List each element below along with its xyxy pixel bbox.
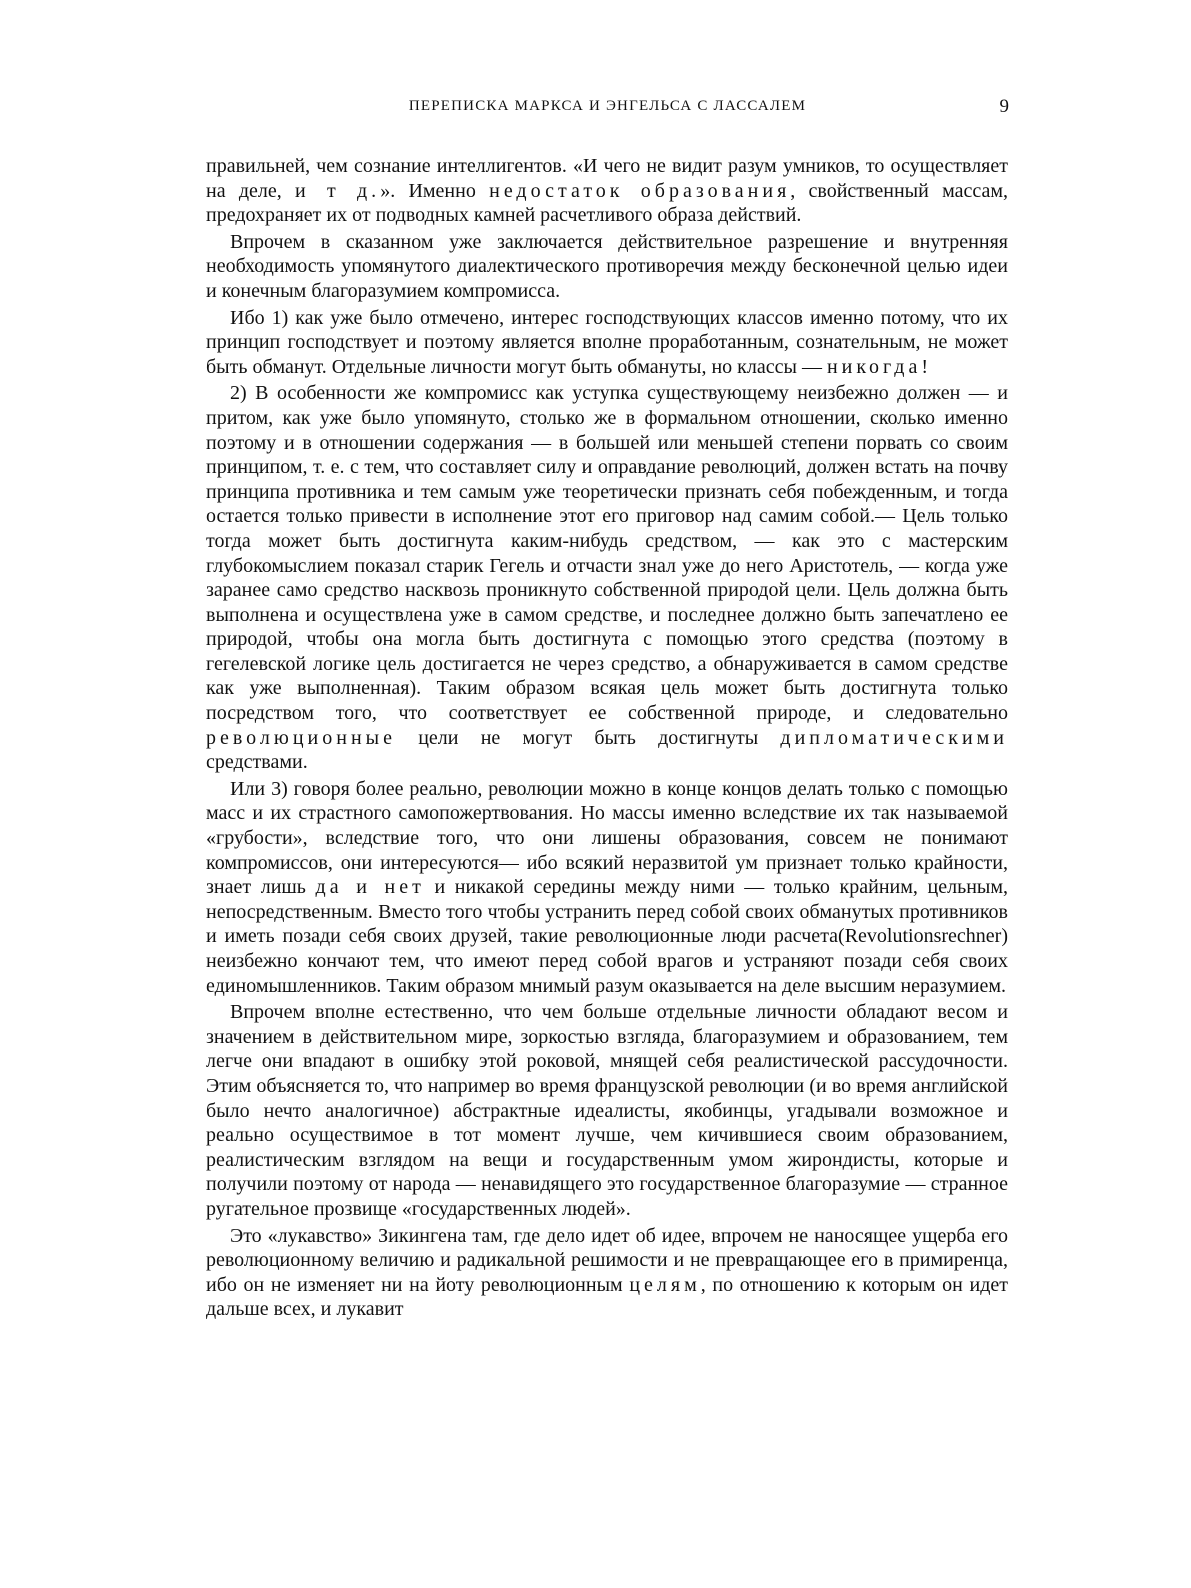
spaced-emphasis: целям [629, 1273, 701, 1296]
paragraph-3 [206, 306, 1008, 380]
text-run: Ибо 1) как уже было отмечено, интерес господствующих классов именно потому, что их принцип господствует и поэтому является вполне проработанным, сознательным, не может быть обманут. Отдельные личности могут быть обмануты, но классы — [206, 306, 1008, 378]
spaced-emphasis: да и нет [315, 876, 425, 899]
text-run: цели не могут быть достигнуты [395, 726, 781, 749]
paragraph-1 [206, 154, 1008, 228]
paragraph-4 [206, 381, 1008, 775]
spaced-emphasis: революционные [206, 726, 396, 749]
spaced-emphasis: никогда [826, 355, 922, 378]
text-run: , по отношению к которым он идет дальше всех, и лукавит [206, 1273, 1009, 1321]
paragraph-5 [206, 777, 1008, 998]
text-run: ». Именно [380, 179, 490, 202]
running-title: ПЕРЕПИСКА МАРКСА И ЭНГЕЛЬСА С ЛАССАЛЕМ [408, 98, 807, 114]
body-text [206, 154, 1008, 1324]
page-number: 9 [999, 96, 1009, 117]
text-run: ! [921, 355, 928, 378]
paragraph-2: Впрочем в сказанном уже заключается действительное разрешение и внутренняя необходимость упомянутого диалектического противоречия между бесконечной целью идеи и конечным благоразумием компромисса. [206, 230, 1008, 302]
text-run: средствами. [206, 751, 308, 774]
text-run: Или 3) говоря более реально, революции можно в конце концов делать только с помощью масс и их страстного самопожертвования. Но массы именно вследствие их так называемой «грубости», вследствие того, что они лишены образования, совсем не понимают компромиссов, они интересуются— ибо всякий неразвитой ум признает только крайности, знает лишь [206, 777, 1008, 899]
spaced-emphasis: недостаток образования [489, 179, 791, 202]
text-run: Это «лукавство» Зикингена там, где дело идет об идее, впрочем не наносящее ущерба его революционному величию и радикальной решимости и не превращающее его в примиренца, ибо он не изменяет ни на йоту революционным [206, 1224, 1008, 1296]
text-run: , свойственный массам, предохраняет их от подводных камней расчетливого образа действий. [206, 179, 1008, 227]
paragraph-6: Впрочем вполне естественно, что чем больше отдельные личности обладают весом и значением в действительном мире, зоркостью взгляда, благоразумием и образованием, тем легче они впадают в ошибку этой роковой, мнящей себя реалистической рассудочности. Этим объясняется то, что например во время французской революции (и во время английской было нечто аналогичное) абстрактные идеалисты, якобинцы, угадывали возможное и реально осуществимое в тот момент лучше, чем кичившиеся своим образованием, реалистическим взглядом на вещи и государственным умом жирондисты, которые и получили поэтому от народа — ненавидящего это государственное благоразумие — странное ругательное прозвище «государственных людей». [206, 1001, 1008, 1220]
text-run: и никакой середины между ними — только крайним, цельным, непосредственным. Вместо того чтобы устранить перед собой своих обманутых противников и иметь позади себя своих друзей, такие революционные люди расчета(Revolutionsrechner) неизбежно кончают тем, что имеют перед собой врагов и устраняют позади себя своих единомышленников. Таким образом мнимый разум оказывается на деле высшим неразумием. [206, 876, 1008, 997]
text-run: правильней, чем сознание интеллигентов. «И чего не видит разум умников, то осуществляет на деле, [206, 155, 1008, 202]
paragraph-7 [206, 1224, 1008, 1322]
running-header [206, 98, 1009, 126]
spaced-emphasis: и т д. [295, 179, 381, 202]
text-run: 2) В особенности же компромисс как уступка существующему неизбежно должен — и притом, как уже было упомянуто, столько же в формальном отношении, сколько именно поэтому и в отношении содержания — в большей или меньшей степени порвать со своим принципом, т. е. с тем, что составляет силу и оправдание революций, должен встать на почву принципа противника и тем самым уже теоретически признать себя побежденным, и тогда остается только привести в исполнение этот его приговор над самим собой.— Цель только тогда может быть достигнута каким-нибудь средством, — как это с мастерским глубокомыслием показал старик Гегель и отчасти знал уже до него Аристотель, — когда уже заранее само средство насквозь проникнуто собственной природой цели. Цель должна быть выполнена и осуществлена уже в самом средстве, и последнее должно быть запечатлено ее природой, чтобы она могла быть достигнута с помощью этого средства (поэтому в гегелевской логике цель достигается не через средство, а обнаруживается в самом средстве как уже выполненная). Таким образом всякая цель может быть достигнута только посредством того, что соответствует ее собственной природе, и следовательно [206, 382, 1008, 725]
spaced-emphasis: дипломатическими [780, 726, 1008, 749]
